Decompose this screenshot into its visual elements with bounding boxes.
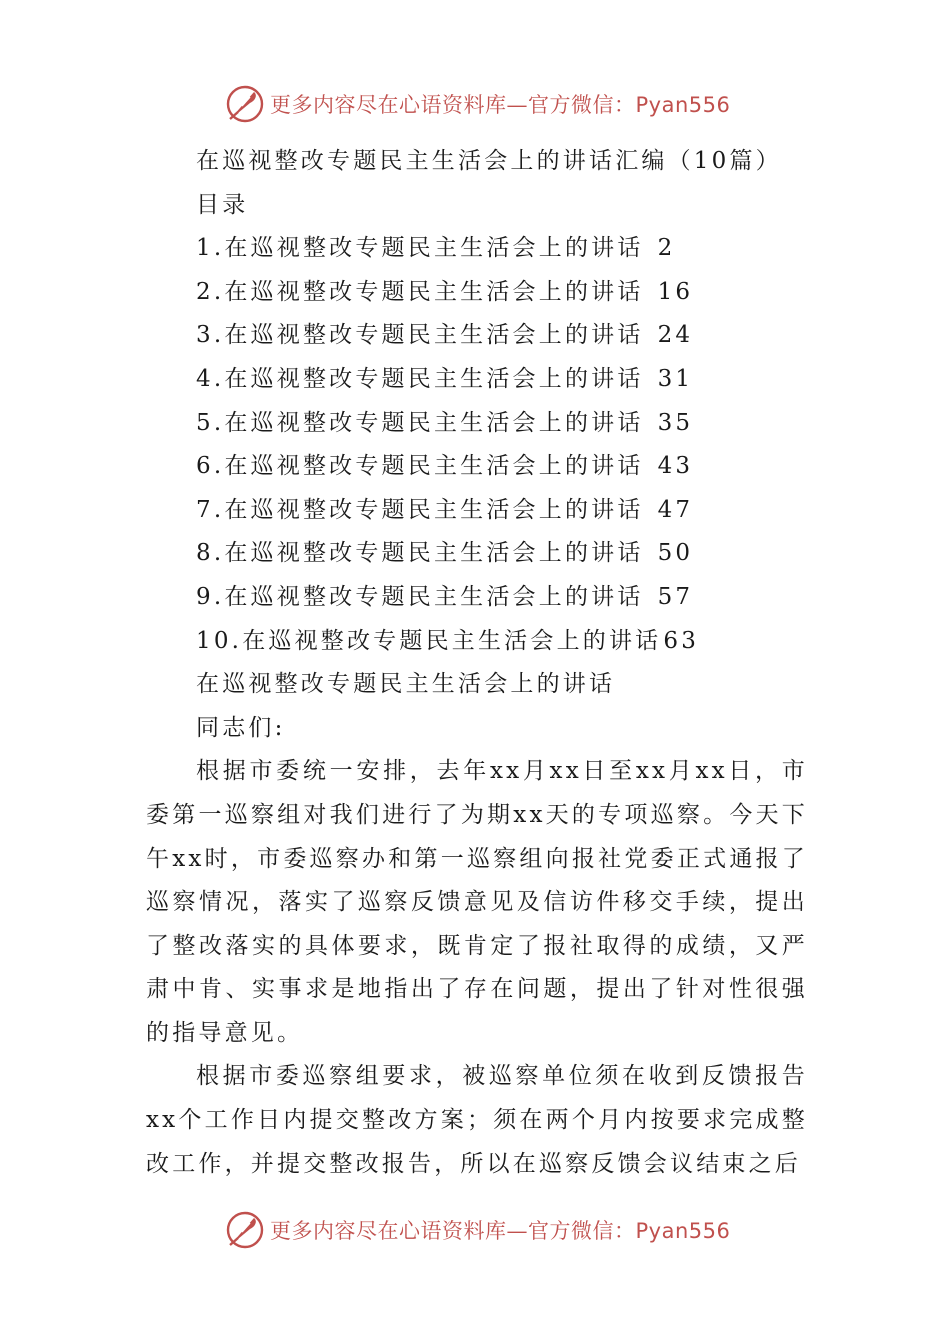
toc-item[interactable] [146,620,808,664]
toc-item[interactable] [146,227,808,271]
footer-banner [224,1208,744,1252]
toc-heading: 目录 [196,191,249,218]
toc-num: 9. [196,583,225,610]
banner-wechat-id: Pyan556 [635,1219,731,1243]
banner-separator: — [506,1219,528,1243]
toc-title: 在巡视整改专题民主生活会上的讲话 [224,540,644,567]
quill-logo-icon [224,1209,266,1251]
document-body [146,140,808,1186]
toc-item[interactable] [146,532,808,576]
toc-item[interactable] [146,358,808,402]
toc-title: 在巡视整改专题民主生活会上的讲话 [224,322,644,349]
toc-num: 1. [196,235,225,262]
body-paragraph: 根据市委统一安排，去年xx月xx日至xx月xx日，市委第一巡察组对我们进行了为期xx天的专项巡察。今天下午xx时，市委巡察办和第一巡察组向报社党委正式通报了巡察情况，落实了巡察反馈意见及信访件移交手续，提出了整改落实的具体要求，既肯定了报社取得的成绩，又严肃中肯、实事求是地指出了存在问题，提出了针对性很强的指导意见。 [146,758,808,1046]
toc-page: 31 [657,365,694,392]
banner-wechat-label: 官方微信： [528,93,636,117]
toc-title: 在巡视整改专题民主生活会上的讲话 [224,235,644,262]
quill-logo-icon [224,83,266,125]
header-banner-text [270,89,730,119]
toc-item[interactable] [146,314,808,358]
toc-page: 63 [663,627,700,654]
banner-wechat-label: 官方微信： [528,1219,636,1243]
toc-page: 47 [657,496,694,523]
header-banner [224,82,744,126]
body-paragraph: 根据市委巡察组要求，被巡察单位须在收到反馈报告xx个工作日内提交整改方案；须在两个月内按要求完成整改工作，并提交整改报告，所以在巡察反馈会议结束之后 [146,1063,808,1177]
toc-page: 16 [657,278,694,305]
toc-title: 在巡视整改专题民主生活会上的讲话 [224,365,644,392]
salutation: 同志们: [196,714,286,741]
toc-item[interactable] [146,445,808,489]
toc-item[interactable] [146,402,808,446]
toc-page: 50 [657,540,694,567]
toc-page: 57 [657,583,694,610]
toc-num: 2. [196,278,225,305]
toc-num: 5. [196,409,225,436]
toc-page: 43 [657,453,694,480]
toc-title: 在巡视整改专题民主生活会上的讲话 [224,496,644,523]
toc-num: 3. [196,322,225,349]
toc-num: 6. [196,453,225,480]
toc-title: 在巡视整改专题民主生活会上的讲话 [224,409,644,436]
toc-item[interactable] [146,271,808,315]
toc-title: 在巡视整改专题民主生活会上的讲话 [242,627,662,654]
banner-site-name: 更多内容尽在心语资料库 [270,1219,507,1243]
section-title: 在巡视整改专题民主生活会上的讲话 [196,671,616,698]
toc-num: 7. [196,496,225,523]
toc-num: 10. [196,627,243,654]
document-title: 在巡视整改专题民主生活会上的讲话汇编（10篇） [196,148,782,174]
footer-banner-text [270,1215,730,1245]
toc-page: 2 [657,235,676,262]
toc-title: 在巡视整改专题民主生活会上的讲话 [224,278,644,305]
toc-page: 35 [657,409,694,436]
toc-page: 24 [657,322,694,349]
toc-num: 4. [196,365,225,392]
toc-item[interactable] [146,489,808,533]
banner-site-name: 更多内容尽在心语资料库 [270,93,507,117]
toc-num: 8. [196,540,225,567]
banner-wechat-id: Pyan556 [635,93,731,117]
toc-item[interactable] [146,576,808,620]
toc-title: 在巡视整改专题民主生活会上的讲话 [224,583,644,610]
banner-separator: — [506,93,528,117]
toc-title: 在巡视整改专题民主生活会上的讲话 [224,453,644,480]
